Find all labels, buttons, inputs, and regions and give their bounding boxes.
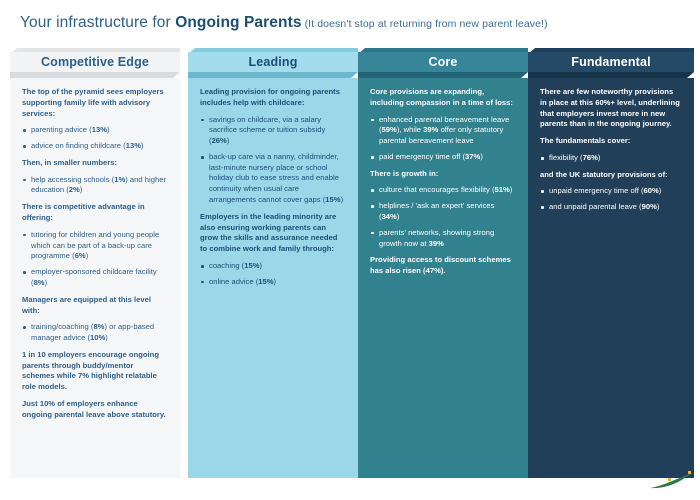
text-run: Core provisions are expanding, including compassion in a time of loss: [370, 87, 513, 107]
text-run: Employers in the leading minority are also ensuring working parents can grow the skills and assurance needed to combine work and family through: [200, 211, 338, 254]
bullet-list [200, 261, 346, 288]
text-run: The fundamentals cover: [540, 136, 631, 146]
stat-value: 8% [33, 277, 45, 287]
stat-value: 37% [465, 151, 481, 161]
banner-plate [528, 52, 694, 72]
body-paragraph [22, 202, 168, 224]
text-run: ) [658, 186, 662, 196]
column-header-label: Competitive Edge [41, 54, 149, 69]
bullet-item [200, 152, 346, 206]
column-header-banner-core [358, 48, 528, 78]
text-run: coaching ( [209, 260, 245, 270]
bullet-item [22, 175, 168, 197]
column-header-banner-leading [188, 48, 358, 78]
bullet-list [22, 175, 168, 197]
bullet-item [540, 202, 682, 213]
column-body-competitive-edge [10, 78, 180, 478]
text-run: ) [273, 276, 277, 286]
text-run: ) [480, 151, 483, 161]
text-run: advice on finding childcare ( [31, 141, 126, 151]
column-body-leading [188, 78, 358, 478]
logo-mark-icon [648, 470, 696, 492]
banner-plate [358, 52, 528, 72]
stat-value: 13% [125, 141, 141, 151]
text-run: back-up care via a nanny, childminder, last-minute nursery place or school holiday club to ease stress and enable continuity when usual care arrangements cannot cover gaps ( [209, 151, 339, 205]
page-title-lead: Your infrastructure for [20, 14, 176, 31]
text-run: ) [509, 185, 513, 195]
text-run: The top of the pyramid sees employers supporting family life with advisory services: [22, 87, 164, 118]
text-run: ) [140, 141, 144, 151]
bullet-item [370, 228, 516, 250]
page-title-emphasis: Ongoing Parents [175, 14, 302, 31]
bullet-list [22, 322, 168, 344]
bullet-item [370, 201, 516, 223]
body-paragraph [540, 170, 682, 181]
body-paragraph [22, 87, 168, 119]
text-run: offer only statutory parental bereavement leave [379, 125, 504, 146]
text-run: ) and higher education ( [31, 174, 167, 195]
text-run: Providing access to discount schemes has also risen (47%). [370, 255, 511, 276]
column-body-fundamental [528, 78, 694, 478]
stat-value: 1% [114, 174, 126, 184]
bullet-item [540, 153, 682, 164]
bullet-item [22, 125, 168, 136]
text-run: unpaid emergency time off ( [549, 186, 644, 196]
text-run: ) [85, 251, 89, 261]
body-paragraph [370, 87, 516, 109]
column-container [0, 48, 700, 488]
column-core [358, 48, 528, 478]
stat-value: 2% [68, 185, 80, 195]
text-run: ) [340, 195, 344, 205]
column-header-label: Fundamental [571, 54, 651, 69]
bullet-item [370, 185, 516, 196]
text-run: There are few noteworthy provisions in place at this 60%+ level, underlining that employers invest more in new parents than in the ongoing journey. [540, 87, 680, 129]
bullet-list [540, 186, 682, 213]
body-paragraph [22, 350, 168, 393]
column-header-banner-competitive-edge [10, 48, 180, 78]
text-run: employer-sponsored childcare facility ( [31, 267, 157, 287]
column-header-label: Leading [248, 54, 298, 69]
bullet-list [22, 230, 168, 289]
bullet-item [22, 230, 168, 262]
body-paragraph [540, 136, 682, 147]
stat-value: 10% [90, 333, 106, 343]
text-run: ) [107, 125, 110, 135]
text-run: 1 in 10 employers encourage ongoing parents through buddy/mentor schemes while 7% highlight relatable role models. [22, 349, 159, 392]
body-paragraph [370, 169, 516, 180]
page-title-note: (It doesn't stop at returning from new parent leave!) [301, 18, 548, 30]
text-run: ) [597, 152, 601, 162]
banner-plate [10, 52, 180, 72]
body-paragraph [22, 399, 168, 421]
bullet-item [540, 186, 682, 197]
stat-value: 13% [91, 125, 107, 135]
text-run: culture that encourages flexibility ( [379, 185, 495, 195]
text-run: Just 10% of employers enhance ongoing parental leave above statutory. [22, 398, 166, 419]
stat-value: 51% [494, 185, 510, 195]
stat-value: 15% [325, 195, 341, 205]
text-run: Leading provision for ongoing parents includes help with childcare: [200, 87, 340, 107]
text-run: ) [79, 185, 83, 195]
bullet-item [22, 267, 168, 289]
stat-value: 39% [428, 238, 444, 248]
stat-value: 59% [381, 125, 397, 135]
bullet-list [200, 115, 346, 206]
stat-value: 8% [93, 322, 105, 332]
text-run: There is growth in: [370, 168, 439, 178]
text-run: tutoring for children and young people which can be part of a back-up care programme ( [31, 229, 160, 261]
stat-value: 39% [423, 125, 439, 135]
text-run: ) [396, 212, 400, 222]
column-fundamental [528, 48, 694, 478]
text-run: help accessing schools ( [31, 174, 115, 184]
text-run: ) or app-based manager advice ( [31, 322, 155, 343]
text-run: online advice ( [209, 276, 259, 286]
banner-plate [188, 52, 358, 72]
text-run: ) [656, 202, 660, 212]
text-run: parenting advice ( [31, 125, 92, 135]
stat-value: 90% [641, 202, 657, 212]
bullet-item [22, 322, 168, 344]
text-run: ) [44, 277, 48, 287]
bullet-item [370, 152, 516, 163]
bullet-item [370, 115, 516, 147]
text-run: Then, in smaller numbers: [22, 157, 118, 167]
text-run: ) [259, 260, 263, 270]
text-run: enhanced parental bereavement leave ( [379, 114, 510, 135]
stat-value: 26% [211, 136, 227, 146]
page-title [20, 14, 688, 40]
text-run: and the UK statutory provisions of: [540, 169, 668, 179]
text-run: and unpaid parental leave ( [549, 202, 642, 212]
stat-value: 60% [643, 186, 659, 196]
bullet-list [370, 115, 516, 163]
bullet-item [200, 115, 346, 147]
stat-value: 15% [244, 260, 260, 270]
text-run: training/coaching ( [31, 322, 94, 332]
stat-value: 34% [381, 212, 397, 222]
body-paragraph [22, 295, 168, 317]
text-run: Managers are equipped at this level with: [22, 294, 151, 315]
column-competitive-edge [10, 48, 180, 478]
bullet-item [200, 261, 346, 272]
text-run: flexibility ( [549, 152, 583, 162]
body-paragraph [22, 158, 168, 169]
stat-value: 76% [582, 152, 598, 162]
text-run: parents' networks, showing strong growth now at [379, 227, 495, 248]
body-paragraph [370, 255, 516, 277]
column-leading [188, 48, 358, 478]
text-run: There is competitive advantage in offering: [22, 202, 145, 223]
body-paragraph [540, 87, 682, 130]
text-run: ) [105, 333, 108, 343]
bullet-list [370, 185, 516, 249]
text-run: savings on childcare, via a salary sacrifice scheme or tuition subsidy ( [209, 114, 326, 146]
body-paragraph [200, 212, 346, 255]
bullet-list [22, 125, 168, 152]
bullet-item [22, 141, 168, 152]
body-paragraph [200, 87, 346, 109]
stat-value: 15% [258, 276, 274, 286]
stat-value: 6% [74, 251, 86, 261]
text-run: ), while [396, 125, 424, 135]
column-body-core [358, 78, 528, 478]
bullet-item [200, 277, 346, 288]
column-header-label: Core [428, 54, 458, 69]
text-run: paid emergency time off ( [379, 151, 466, 161]
text-run: ) [226, 136, 230, 146]
column-header-banner-fundamental [528, 48, 694, 78]
text-run: helplines / 'ask an expert' services ( [379, 201, 495, 222]
bullet-list [540, 153, 682, 164]
